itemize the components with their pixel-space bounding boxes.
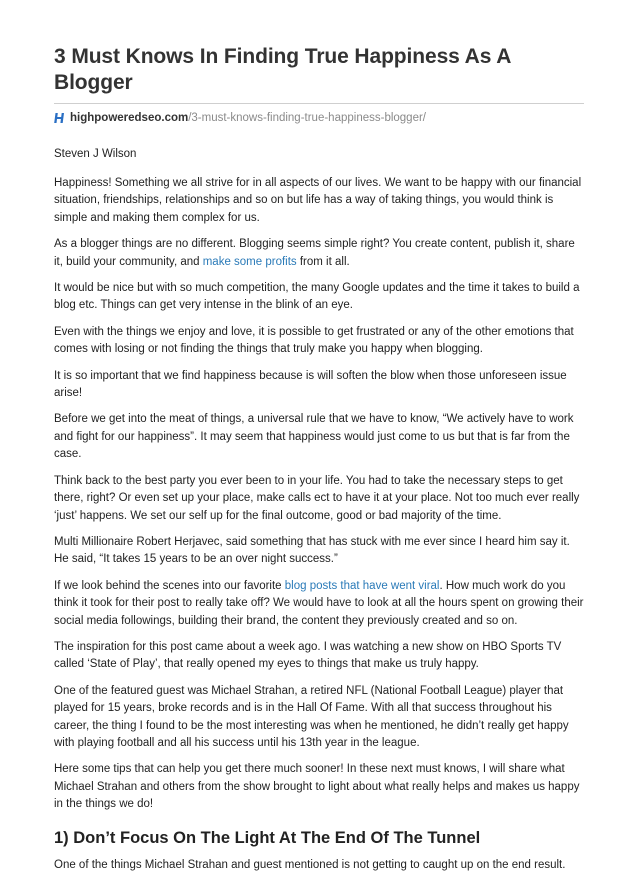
source-line	[54, 110, 584, 126]
paragraph: One of the featured guest was Michael Strahan, a retired NFL (National Football League) player that played for 15 years, broke records and is in the Hall Of Fame. With all that success throughout his career, the thing I found to be the most interesting was when he mentioned, he didn’t really get happy with playing football and all his success until his 13th year in the league.	[54, 684, 569, 749]
page-title: 3 Must Knows In Finding True Happiness As A Blogger	[54, 45, 511, 94]
paragraph-text: from it all.	[296, 255, 350, 268]
viral-blog-posts-link[interactable]: blog posts that have went viral	[284, 579, 440, 592]
paragraph-text: As a blogger things are no different. Blogging seems simple right? You create content, publish it, share it, build your community, and	[54, 238, 575, 268]
paragraph: Even with the things we enjoy and love, it is possible to get frustrated or any of the other emotions that comes with losing or not finding the things that truly make you happy when blogging.	[54, 325, 574, 356]
paragraph: Here some tips that can help you get there much sooner! In these next must knows, I will share what Michael Strahan and others from the show brought to light about what really helps and makes us happy in the things we do!	[54, 763, 580, 811]
paragraph-text: . How much work do you think it took for their post to really take off? We would have to look at all the hours spent on growing their social media followings, building their brand, the content they previously created and so on.	[54, 579, 584, 627]
author-name: Steven J Wilson	[54, 148, 137, 160]
title-divider	[54, 103, 584, 104]
paragraph: It is so important that we find happiness because is will soften the blow when those unforeseen issue arise!	[54, 369, 567, 400]
paragraph	[54, 236, 584, 271]
source-path[interactable]: /3-must-knows-finding-true-happiness-blogger/	[188, 112, 426, 124]
h-logo-icon	[54, 112, 65, 124]
paragraph: The inspiration for this post came about a week ago. I was watching a new show on HBO Sports TV called ‘State of Play’, that really opened my eyes to things that make us truly happy.	[54, 640, 562, 671]
paragraph	[54, 578, 584, 630]
paragraph: One of the things Michael Strahan and guest mentioned is not getting to caught up on the end result.	[54, 858, 566, 871]
make-some-profits-link[interactable]: make some profits	[202, 255, 297, 268]
paragraph: It would be nice but with so much competition, the many Google updates and the time it takes to build a blog etc. Things can get very intense in the blink of an eye.	[54, 282, 580, 312]
section-heading: 1) Don’t Focus On The Light At The End Of The Tunnel	[54, 828, 481, 847]
paragraph: Happiness! Something we all strive for in all aspects of our lives. We want to be happy with our financial situation, friendships, relationships and so on but life has a way of taking things, you would think is simple and making them complex for us.	[54, 177, 582, 224]
paragraph: Multi Millionaire Robert Herjavec, said something that has stuck with me ever since I heard him say it. He said, “It takes 15 years to be an over night success.”	[54, 535, 570, 566]
paragraph: Before we get into the meat of things, a universal rule that we have to know, “We actively have to work and fight for our happiness”. It may seem that happiness would just come to us but that is far from the case.	[54, 413, 574, 461]
paragraph: Think back to the best party you ever been to in your life. You had to take the necessary steps to get there, right? Or even set up your place, make calls ect to have it at your place. Not too much ever really ‘just’ happens. We set our self up for the final outcome, good or bad majority of the time.	[54, 474, 580, 522]
paragraph-text: If we look behind the scenes into our favorite	[54, 579, 285, 592]
source-domain-link[interactable]: highpoweredseo.com	[70, 112, 189, 124]
